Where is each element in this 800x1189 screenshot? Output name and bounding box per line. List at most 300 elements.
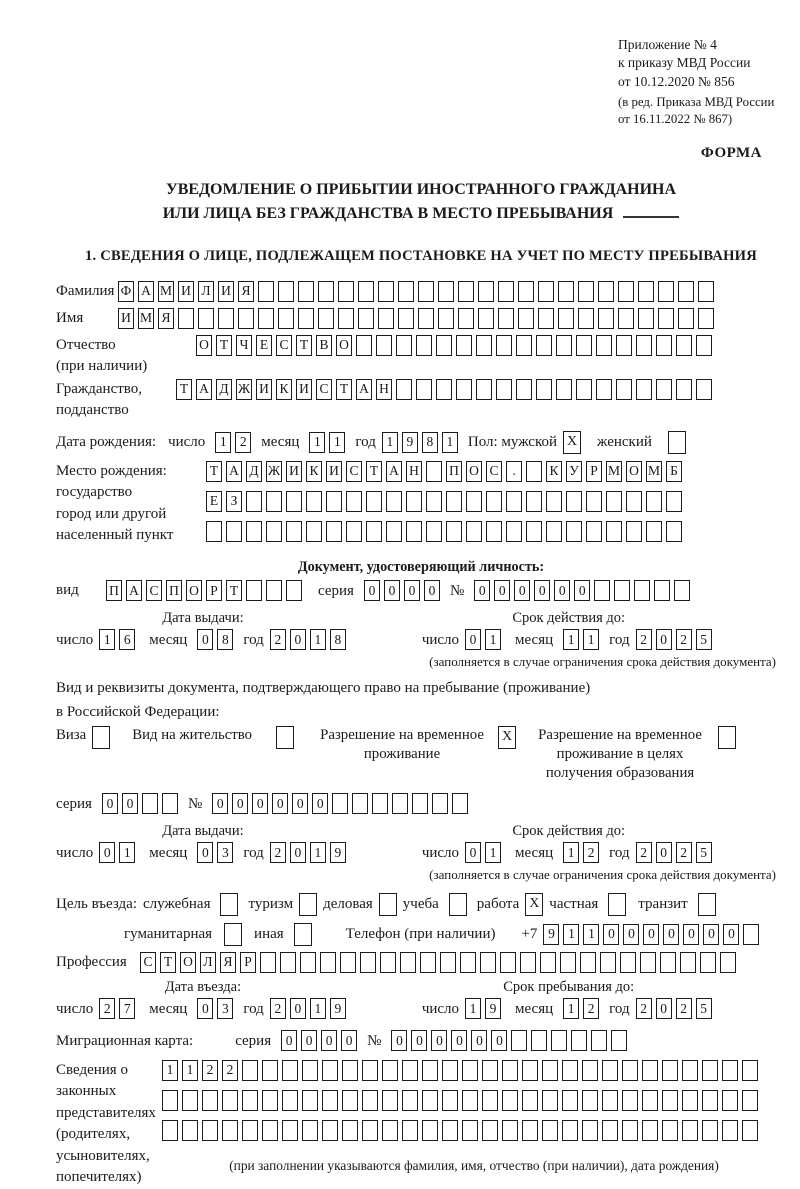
char-cell[interactable]: 0 [465, 842, 481, 863]
char-cell[interactable] [698, 281, 714, 302]
char-cell[interactable] [666, 521, 682, 542]
char-cell[interactable] [246, 491, 262, 512]
char-cell[interactable] [282, 1120, 298, 1141]
char-cell[interactable]: Т [160, 952, 176, 973]
doc-kind-cells[interactable] [106, 580, 306, 601]
char-cell[interactable] [446, 491, 462, 512]
char-cell[interactable] [676, 335, 692, 356]
char-cell[interactable] [642, 1060, 658, 1081]
char-cell[interactable] [742, 1120, 758, 1141]
char-cell[interactable]: 1 [215, 432, 231, 453]
char-cell[interactable]: 0 [197, 629, 213, 650]
char-cell[interactable] [482, 1090, 498, 1111]
char-cell[interactable]: 0 [122, 793, 138, 814]
char-cell[interactable] [426, 521, 442, 542]
char-cell[interactable] [456, 379, 472, 400]
char-cell[interactable] [662, 1090, 678, 1111]
char-cell[interactable]: Т [366, 461, 382, 482]
char-cell[interactable] [426, 491, 442, 512]
checkbox-work[interactable]: X [525, 893, 543, 916]
char-cell[interactable] [666, 491, 682, 512]
char-cell[interactable] [266, 491, 282, 512]
char-cell[interactable] [516, 379, 532, 400]
char-cell[interactable] [636, 379, 652, 400]
stay-month-cells[interactable] [563, 998, 603, 1019]
char-cell[interactable]: С [140, 952, 156, 973]
char-cell[interactable] [286, 580, 302, 601]
char-cell[interactable]: 2 [583, 842, 599, 863]
char-cell[interactable] [338, 281, 354, 302]
char-cell[interactable]: 9 [485, 998, 501, 1019]
char-cell[interactable]: О [626, 461, 642, 482]
char-cell[interactable] [696, 379, 712, 400]
char-cell[interactable] [362, 1120, 378, 1141]
char-cell[interactable] [656, 379, 672, 400]
char-cell[interactable] [582, 1090, 598, 1111]
char-cell[interactable]: К [276, 379, 292, 400]
char-cell[interactable]: 2 [270, 842, 286, 863]
char-cell[interactable]: 3 [217, 842, 233, 863]
char-cell[interactable]: 0 [281, 1030, 297, 1051]
char-cell[interactable] [622, 1060, 638, 1081]
char-cell[interactable]: 0 [451, 1030, 467, 1051]
checkbox-male[interactable]: X [563, 431, 581, 454]
char-cell[interactable] [722, 1120, 738, 1141]
char-cell[interactable] [338, 308, 354, 329]
char-cell[interactable]: Б [666, 461, 682, 482]
stay-day-cells[interactable] [465, 998, 505, 1019]
char-cell[interactable] [426, 461, 442, 482]
char-cell[interactable]: 0 [656, 998, 672, 1019]
char-cell[interactable] [392, 793, 408, 814]
char-cell[interactable]: Т [336, 379, 352, 400]
char-cell[interactable] [300, 952, 316, 973]
char-cell[interactable] [278, 281, 294, 302]
char-cell[interactable]: К [546, 461, 562, 482]
char-cell[interactable] [496, 379, 512, 400]
char-cell[interactable] [306, 521, 322, 542]
char-cell[interactable] [382, 1090, 398, 1111]
char-cell[interactable] [522, 1060, 538, 1081]
char-cell[interactable]: Т [206, 461, 222, 482]
char-cell[interactable]: А [226, 461, 242, 482]
char-cell[interactable]: С [146, 580, 162, 601]
char-cell[interactable] [332, 793, 348, 814]
char-cell[interactable]: А [356, 379, 372, 400]
char-cell[interactable] [582, 1060, 598, 1081]
checkbox-humanitarian[interactable] [224, 923, 242, 946]
char-cell[interactable] [422, 1120, 438, 1141]
char-cell[interactable] [226, 521, 242, 542]
char-cell[interactable] [462, 1060, 478, 1081]
char-cell[interactable] [320, 952, 336, 973]
char-cell[interactable] [442, 1090, 458, 1111]
char-cell[interactable]: Н [376, 379, 392, 400]
char-cell[interactable] [496, 335, 512, 356]
char-cell[interactable] [582, 1120, 598, 1141]
char-cell[interactable] [636, 335, 652, 356]
char-cell[interactable] [518, 281, 534, 302]
char-cell[interactable] [400, 952, 416, 973]
residence-expiry-month-cells[interactable] [563, 842, 603, 863]
char-cell[interactable] [366, 491, 382, 512]
checkbox-business[interactable] [379, 893, 397, 916]
char-cell[interactable] [202, 1120, 218, 1141]
char-cell[interactable]: 1 [563, 629, 579, 650]
char-cell[interactable]: М [138, 308, 154, 329]
char-cell[interactable] [502, 1060, 518, 1081]
char-cell[interactable]: 0 [554, 580, 570, 601]
char-cell[interactable] [562, 1060, 578, 1081]
char-cell[interactable]: М [158, 281, 174, 302]
residence-expiry-day-cells[interactable] [465, 842, 505, 863]
char-cell[interactable] [720, 952, 736, 973]
char-cell[interactable] [362, 1060, 378, 1081]
char-cell[interactable] [422, 1090, 438, 1111]
entry-month-cells[interactable] [197, 998, 237, 1019]
entry-year-cells[interactable] [270, 998, 350, 1019]
char-cell[interactable] [700, 952, 716, 973]
char-cell[interactable] [546, 491, 562, 512]
char-cell[interactable] [540, 952, 556, 973]
char-cell[interactable]: И [296, 379, 312, 400]
char-cell[interactable] [378, 308, 394, 329]
char-cell[interactable]: 2 [636, 629, 652, 650]
char-cell[interactable]: Т [176, 379, 192, 400]
char-cell[interactable]: 1 [162, 1060, 178, 1081]
char-cell[interactable]: Н [406, 461, 422, 482]
char-cell[interactable]: 2 [636, 842, 652, 863]
char-cell[interactable] [438, 281, 454, 302]
char-cell[interactable] [646, 521, 662, 542]
char-cell[interactable] [698, 308, 714, 329]
char-cell[interactable] [742, 1060, 758, 1081]
checkbox-other[interactable] [294, 923, 312, 946]
char-cell[interactable] [586, 521, 602, 542]
char-cell[interactable] [432, 793, 448, 814]
char-cell[interactable] [462, 1120, 478, 1141]
char-cell[interactable] [386, 521, 402, 542]
char-cell[interactable]: И [218, 281, 234, 302]
char-cell[interactable] [560, 952, 576, 973]
char-cell[interactable]: Ж [266, 461, 282, 482]
char-cell[interactable] [598, 308, 614, 329]
residence-issue-month-cells[interactable] [197, 842, 237, 863]
char-cell[interactable]: 1 [310, 998, 326, 1019]
char-cell[interactable] [418, 281, 434, 302]
char-cell[interactable]: 8 [217, 629, 233, 650]
char-cell[interactable] [542, 1090, 558, 1111]
char-cell[interactable] [436, 335, 452, 356]
char-cell[interactable] [498, 308, 514, 329]
char-cell[interactable]: И [286, 461, 302, 482]
char-cell[interactable] [302, 1060, 318, 1081]
char-cell[interactable] [412, 793, 428, 814]
char-cell[interactable] [586, 491, 602, 512]
char-cell[interactable] [436, 379, 452, 400]
char-cell[interactable] [626, 491, 642, 512]
char-cell[interactable] [622, 1120, 638, 1141]
char-cell[interactable]: Т [296, 335, 312, 356]
char-cell[interactable]: Т [216, 335, 232, 356]
char-cell[interactable] [486, 521, 502, 542]
char-cell[interactable] [596, 335, 612, 356]
checkbox-study[interactable] [449, 893, 467, 916]
representatives-row3[interactable] [162, 1120, 762, 1141]
char-cell[interactable] [442, 1120, 458, 1141]
char-cell[interactable]: 9 [330, 842, 346, 863]
char-cell[interactable]: 0 [290, 842, 306, 863]
char-cell[interactable] [458, 281, 474, 302]
char-cell[interactable]: Р [586, 461, 602, 482]
char-cell[interactable]: У [566, 461, 582, 482]
char-cell[interactable]: 0 [102, 793, 118, 814]
char-cell[interactable] [558, 308, 574, 329]
char-cell[interactable] [591, 1030, 607, 1051]
char-cell[interactable] [418, 308, 434, 329]
char-cell[interactable] [476, 379, 492, 400]
char-cell[interactable] [500, 952, 516, 973]
char-cell[interactable] [722, 1060, 738, 1081]
char-cell[interactable]: 0 [491, 1030, 507, 1051]
char-cell[interactable]: 1 [442, 432, 458, 453]
char-cell[interactable] [286, 521, 302, 542]
char-cell[interactable] [674, 580, 690, 601]
checkbox-private[interactable] [608, 893, 626, 916]
char-cell[interactable] [246, 521, 262, 542]
char-cell[interactable]: 6 [119, 629, 135, 650]
char-cell[interactable] [502, 1120, 518, 1141]
char-cell[interactable]: 0 [534, 580, 550, 601]
char-cell[interactable] [358, 308, 374, 329]
char-cell[interactable]: А [196, 379, 212, 400]
char-cell[interactable] [478, 281, 494, 302]
char-cell[interactable] [302, 1090, 318, 1111]
char-cell[interactable] [282, 1090, 298, 1111]
char-cell[interactable] [642, 1090, 658, 1111]
char-cell[interactable]: 0 [465, 629, 481, 650]
char-cell[interactable] [322, 1060, 338, 1081]
char-cell[interactable]: Р [206, 580, 222, 601]
char-cell[interactable]: 0 [341, 1030, 357, 1051]
char-cell[interactable]: 0 [623, 924, 639, 945]
char-cell[interactable] [531, 1030, 547, 1051]
char-cell[interactable] [602, 1060, 618, 1081]
char-cell[interactable] [702, 1120, 718, 1141]
char-cell[interactable] [498, 281, 514, 302]
char-cell[interactable] [280, 952, 296, 973]
char-cell[interactable]: П [166, 580, 182, 601]
issue-year-cells[interactable] [270, 629, 350, 650]
char-cell[interactable]: 5 [696, 842, 712, 863]
char-cell[interactable] [602, 1090, 618, 1111]
char-cell[interactable]: П [446, 461, 462, 482]
char-cell[interactable] [598, 281, 614, 302]
char-cell[interactable] [298, 308, 314, 329]
char-cell[interactable]: 0 [474, 580, 490, 601]
char-cell[interactable]: 0 [663, 924, 679, 945]
char-cell[interactable]: 0 [494, 580, 510, 601]
birth-day-cells[interactable] [215, 432, 255, 453]
char-cell[interactable]: М [606, 461, 622, 482]
char-cell[interactable]: 0 [656, 842, 672, 863]
char-cell[interactable]: 1 [465, 998, 481, 1019]
char-cell[interactable]: 0 [424, 580, 440, 601]
char-cell[interactable] [326, 521, 342, 542]
char-cell[interactable]: 0 [391, 1030, 407, 1051]
char-cell[interactable] [640, 952, 656, 973]
char-cell[interactable] [576, 379, 592, 400]
char-cell[interactable] [380, 952, 396, 973]
char-cell[interactable] [258, 308, 274, 329]
issue-month-cells[interactable] [197, 629, 237, 650]
char-cell[interactable] [618, 281, 634, 302]
char-cell[interactable]: 9 [543, 924, 559, 945]
char-cell[interactable]: 1 [485, 842, 501, 863]
char-cell[interactable]: 5 [696, 629, 712, 650]
char-cell[interactable] [466, 521, 482, 542]
char-cell[interactable]: Ч [236, 335, 252, 356]
char-cell[interactable]: 0 [703, 924, 719, 945]
char-cell[interactable] [386, 491, 402, 512]
residence-issue-year-cells[interactable] [270, 842, 350, 863]
char-cell[interactable] [682, 1060, 698, 1081]
char-cell[interactable]: 0 [197, 998, 213, 1019]
char-cell[interactable]: 0 [321, 1030, 337, 1051]
checkbox-residence-permit[interactable] [276, 726, 294, 749]
char-cell[interactable]: 9 [402, 432, 418, 453]
birth-year-cells[interactable] [382, 432, 462, 453]
char-cell[interactable] [638, 308, 654, 329]
char-cell[interactable]: Ф [118, 281, 134, 302]
char-cell[interactable] [702, 1090, 718, 1111]
char-cell[interactable]: 1 [583, 924, 599, 945]
char-cell[interactable] [342, 1120, 358, 1141]
char-cell[interactable]: 0 [643, 924, 659, 945]
char-cell[interactable]: 3 [217, 998, 233, 1019]
char-cell[interactable]: К [306, 461, 322, 482]
char-cell[interactable]: И [178, 281, 194, 302]
char-cell[interactable] [502, 1090, 518, 1111]
char-cell[interactable] [162, 793, 178, 814]
char-cell[interactable] [546, 521, 562, 542]
char-cell[interactable] [642, 1120, 658, 1141]
char-cell[interactable] [506, 491, 522, 512]
char-cell[interactable] [578, 308, 594, 329]
char-cell[interactable] [262, 1060, 278, 1081]
char-cell[interactable]: 5 [696, 998, 712, 1019]
representatives-row1[interactable] [162, 1060, 762, 1081]
representatives-row2[interactable] [162, 1090, 762, 1111]
char-cell[interactable]: Ж [236, 379, 252, 400]
patronymic-cells[interactable] [196, 335, 716, 356]
char-cell[interactable] [600, 952, 616, 973]
char-cell[interactable] [458, 308, 474, 329]
char-cell[interactable]: . [506, 461, 522, 482]
residence-expiry-year-cells[interactable] [636, 842, 716, 863]
char-cell[interactable]: С [486, 461, 502, 482]
char-cell[interactable]: 1 [310, 629, 326, 650]
char-cell[interactable] [402, 1120, 418, 1141]
birth-place-row2[interactable] [206, 491, 686, 512]
char-cell[interactable]: 2 [583, 998, 599, 1019]
char-cell[interactable]: Я [238, 281, 254, 302]
issue-day-cells[interactable] [99, 629, 139, 650]
char-cell[interactable] [352, 793, 368, 814]
char-cell[interactable] [162, 1090, 178, 1111]
char-cell[interactable] [242, 1090, 258, 1111]
char-cell[interactable] [356, 335, 372, 356]
char-cell[interactable]: 1 [329, 432, 345, 453]
char-cell[interactable] [302, 1120, 318, 1141]
char-cell[interactable]: 0 [292, 793, 308, 814]
char-cell[interactable]: Л [200, 952, 216, 973]
char-cell[interactable] [520, 952, 536, 973]
char-cell[interactable] [536, 335, 552, 356]
char-cell[interactable] [662, 1120, 678, 1141]
char-cell[interactable] [518, 308, 534, 329]
char-cell[interactable] [358, 281, 374, 302]
char-cell[interactable]: 0 [252, 793, 268, 814]
char-cell[interactable] [326, 491, 342, 512]
char-cell[interactable]: 0 [312, 793, 328, 814]
char-cell[interactable]: О [336, 335, 352, 356]
char-cell[interactable] [318, 308, 334, 329]
char-cell[interactable] [242, 1060, 258, 1081]
checkbox-temp-residence-education[interactable] [718, 726, 736, 749]
char-cell[interactable] [562, 1090, 578, 1111]
char-cell[interactable]: И [326, 461, 342, 482]
char-cell[interactable]: А [126, 580, 142, 601]
char-cell[interactable]: 1 [563, 998, 579, 1019]
char-cell[interactable]: Р [240, 952, 256, 973]
char-cell[interactable]: 2 [676, 842, 692, 863]
char-cell[interactable] [260, 952, 276, 973]
char-cell[interactable] [246, 580, 262, 601]
stay-year-cells[interactable] [636, 998, 716, 1019]
char-cell[interactable] [396, 379, 412, 400]
char-cell[interactable] [382, 1060, 398, 1081]
char-cell[interactable]: 0 [514, 580, 530, 601]
char-cell[interactable]: 1 [99, 629, 115, 650]
char-cell[interactable] [526, 461, 542, 482]
char-cell[interactable]: 2 [676, 629, 692, 650]
char-cell[interactable] [198, 308, 214, 329]
char-cell[interactable] [580, 952, 596, 973]
char-cell[interactable] [742, 1090, 758, 1111]
char-cell[interactable] [398, 308, 414, 329]
char-cell[interactable]: Я [220, 952, 236, 973]
char-cell[interactable] [372, 793, 388, 814]
char-cell[interactable]: 0 [290, 998, 306, 1019]
char-cell[interactable]: Е [206, 491, 222, 512]
char-cell[interactable] [206, 521, 222, 542]
char-cell[interactable]: 1 [310, 842, 326, 863]
char-cell[interactable] [614, 580, 630, 601]
char-cell[interactable] [566, 521, 582, 542]
char-cell[interactable] [676, 379, 692, 400]
char-cell[interactable] [442, 1060, 458, 1081]
char-cell[interactable] [318, 281, 334, 302]
char-cell[interactable]: 2 [636, 998, 652, 1019]
char-cell[interactable]: Я [158, 308, 174, 329]
char-cell[interactable]: 1 [563, 924, 579, 945]
char-cell[interactable] [476, 335, 492, 356]
char-cell[interactable] [506, 521, 522, 542]
surname-cells[interactable] [118, 281, 718, 302]
char-cell[interactable] [456, 335, 472, 356]
char-cell[interactable]: 1 [583, 629, 599, 650]
